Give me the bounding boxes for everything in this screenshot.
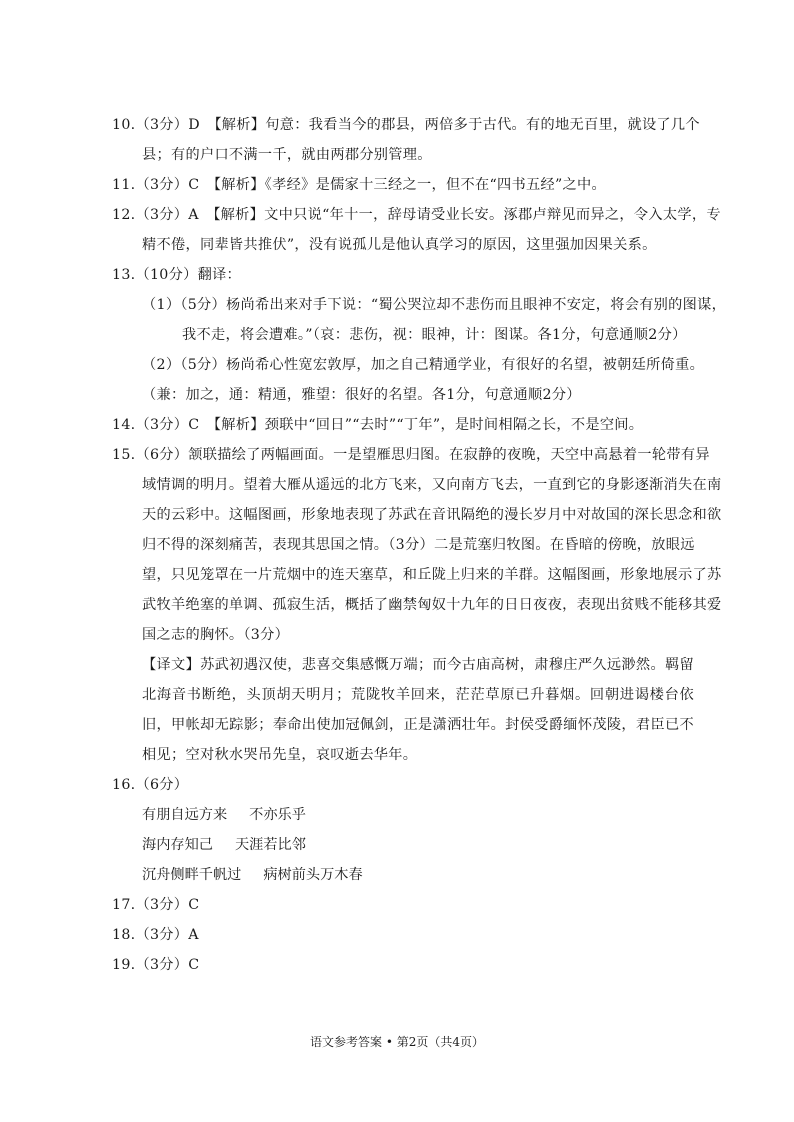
item-number: 18. (112, 927, 136, 943)
poem-line-first-half: 有朋自远方来 (142, 807, 228, 823)
answer-item-11 (112, 170, 722, 200)
item-text: （3分）A (135, 927, 199, 943)
item-text: （10分）翻译： (135, 267, 242, 283)
poem-line-first-half: 海内存知己 (142, 837, 213, 853)
answer-item-19 (112, 950, 722, 980)
item-text: （6分）颔联描绘了两幅画面。一是望雁思归图。在寂静的夜晚，天空中高悬着一轮带有异域情调的明月。望着大雁从遥远的北方飞来，又向南方飞去，一直到它的身影逐渐消失在南天的云彩中。这幅图画，形象地表现了苏武在音讯隔绝的漫长岁月中对故国的深长思念和欲归不得的深刻痛苦，表现其思国之情。（3分）二是荒塞归牧图。在昏暗的傍晚，放眼远望，只见笼罩在一片荒烟中的连天塞草，和丘陇上归来的羊群。这幅图画，形象地展示了苏武牧羊绝塞的单调、孤寂生活，概括了幽禁匈奴十九年的日日夜夜，表现出贫贱不能移其爱国之志的胸怀。（3分） (135, 447, 722, 643)
answer-item-16 (112, 770, 722, 800)
item-number: 12. (112, 207, 136, 223)
item-number: 14. (112, 417, 136, 433)
item-number: 15. (112, 447, 136, 463)
item-number: 17. (112, 897, 136, 913)
answer-item-14 (112, 410, 722, 440)
item-text: （3分）C 【解析】颈联中“回日”“去时”“丁年”，是时间相隔之长，不是空间。 (135, 417, 644, 433)
answer-item-17 (112, 890, 722, 920)
answer-item-12 (112, 200, 722, 260)
answer-item-13 (112, 260, 722, 290)
poem-line (142, 830, 306, 860)
poem-line-second-half: 病树前头万木春 (263, 867, 363, 883)
poem-line-second-half: 天涯若比邻 (234, 837, 306, 853)
poem-translation: 【译文】苏武初遇汉使，悲喜交集感慨万端；而今古庙高树，肃穆庄严久远渺然。羁留北海音书断绝，头顶胡天明月；荒陇牧羊回来，茫茫草原已升暮烟。回朝进谒楼台依旧，甲帐却无踪影；奉命出使加冠佩剑，正是潇洒壮年。封侯受爵缅怀茂陵，君臣已不相见；空对秋水哭吊先皇，哀叹逝去华年。 (142, 657, 694, 763)
item-text: （3分）C 【解析】《孝经》是儒家十三经之一，但不在“四书五经”之中。 (135, 177, 606, 193)
answer-item-18 (112, 920, 722, 950)
translation-answer-2-scoring: （兼：加之，通：精通，雅望：很好的名望。各1分，句意通顺2分） (142, 387, 581, 403)
item-text: （6分） (135, 777, 189, 793)
poem-line-second-half: 不亦乐乎 (249, 807, 306, 823)
translation-answer-1: （1）（5分）杨尚希出来对手下说：“蜀公哭泣却不悲伤而且眼神不安定，将会有别的图谋，我不走，将会遭难。”（哀：悲伤，视：眼神，计：图谋。各1分，句意通顺2分） (142, 297, 727, 343)
item-text: （3分）C (135, 897, 200, 913)
answer-item-10 (112, 110, 722, 170)
item-text: （3分）C (135, 957, 200, 973)
poem-line (142, 860, 363, 890)
item-number: 16. (112, 777, 136, 793)
item-number: 11. (112, 177, 136, 193)
item-text: （3分）A 【解析】文中只说“年十一，辞母请受业长安。涿郡卢辩见而异之，令入太学，专精不倦，同辈皆共推伏”，没有说孤儿是他认真学习的原因，这里强加因果关系。 (135, 207, 721, 253)
item-number: 13. (112, 267, 136, 283)
item-text: （3分）D 【解析】句意：我看当今的郡县，两倍多于古代。有的地无百里，就设了几个县；有的户口不满一千，就由两郡分别管理。 (135, 117, 700, 163)
item-number: 19. (112, 957, 136, 973)
translation-answer-2: （2）（5分）杨尚希心性宽宏敦厚，加之自己精通学业，有很好的名望，被朝廷所倚重。 (142, 357, 705, 373)
item-number: 10. (112, 117, 136, 133)
poem-line (142, 800, 306, 830)
poem-line-first-half: 沉舟侧畔千帆过 (142, 867, 242, 883)
page-footer: 语文参考答案 • 第2页（共4页） (310, 1035, 484, 1049)
answer-item-15 (112, 440, 722, 650)
